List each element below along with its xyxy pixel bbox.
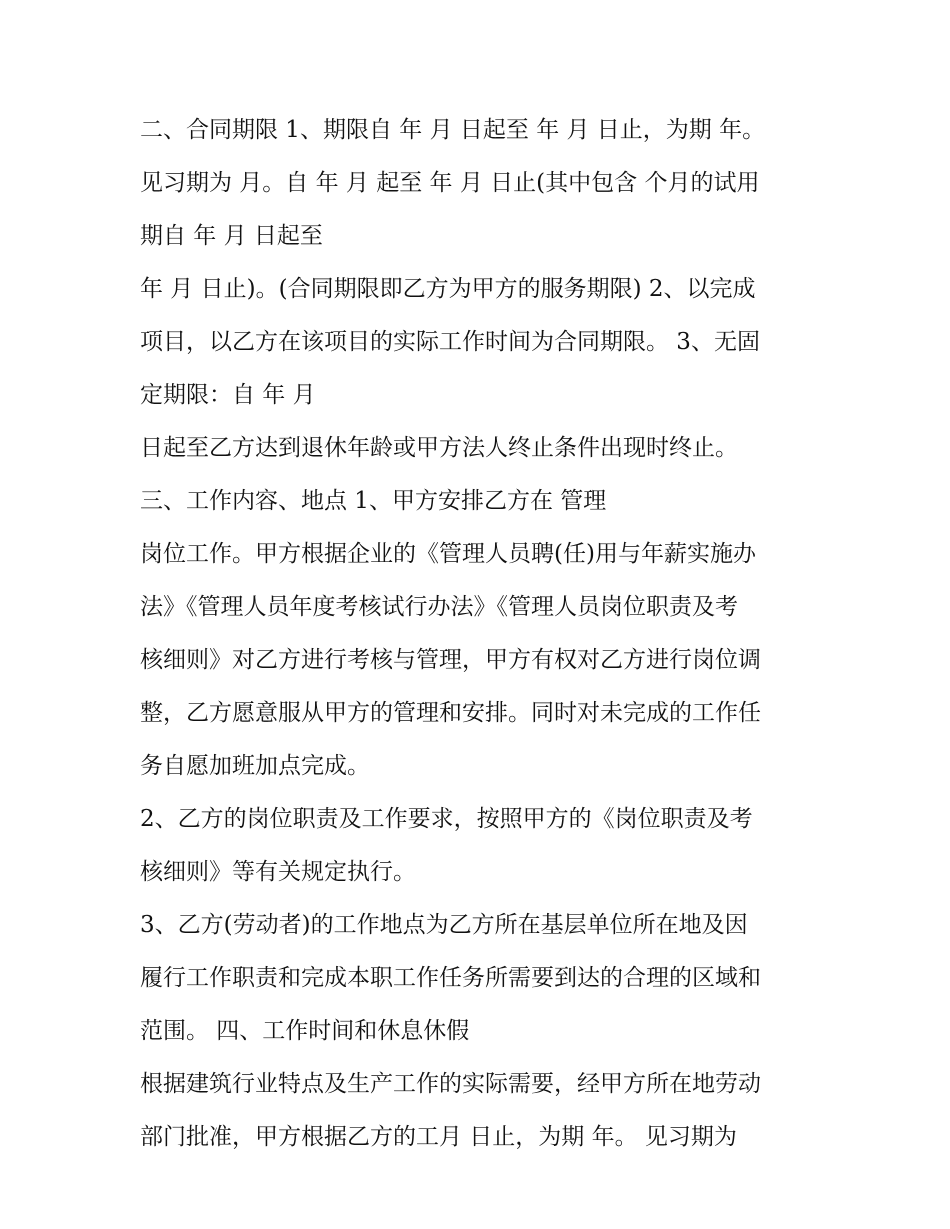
text-line: 期自 年 月 日起至 xyxy=(140,223,323,249)
text-line: 岗位工作。甲方根据企业的《管理人员聘(任)用与年薪实施办 xyxy=(140,541,756,567)
text-line: 二、合同期限 1、期限自 年 月 日起至 年 月 日止，为期 年。 xyxy=(140,117,766,143)
text-line: 根据建筑行业特点及生产工作的实际需要，经甲方所在地劳动 xyxy=(140,1071,761,1097)
text-line: 见习期为 月。自 年 月 起至 年 月 日止(其中包含 个月的试用 xyxy=(140,170,760,196)
text-line: 履行工作职责和完成本职工作任务所需要到达的合理的区域和 xyxy=(140,965,761,991)
text-line: 法》《管理人员年度考核试行办法》《管理人员岗位职责及考 xyxy=(140,594,738,620)
text-line: 务自愿加班加点完成。 xyxy=(140,753,370,779)
text-line: 整，乙方愿意服从甲方的管理和安排。同时对未完成的工作任 xyxy=(140,700,761,726)
text-line: 2、乙方的岗位职责及工作要求，按照甲方的《岗位职责及考 xyxy=(140,806,753,832)
contract-text xyxy=(140,104,830,1164)
text-line: 部门批准，甲方根据乙方的工月 日止，为期 年。 见习期为 xyxy=(140,1124,737,1150)
text-line: 定期限：自 年 月 xyxy=(140,382,316,408)
text-line: 核细则》对乙方进行考核与管理，甲方有权对乙方进行岗位调 xyxy=(140,647,761,673)
text-line: 3、乙方(劳动者)的工作地点为乙方所在基层单位所在地及因 xyxy=(140,912,748,938)
text-line: 日起至乙方达到退休年龄或甲方法人终止条件出现时终止。 xyxy=(140,435,738,461)
text-line: 项目，以乙方在该项目的实际工作时间为合同期限。 3、无固 xyxy=(140,329,760,355)
text-line: 三、工作内容、地点 1、甲方安排乙方在 管理 xyxy=(140,488,607,514)
text-line: 范围。 四、工作时间和休息休假 xyxy=(140,1018,470,1044)
text-line: 核细则》等有关规定执行。 xyxy=(140,859,416,885)
text-line: 年 月 日止)。(合同期限即乙方为甲方的服务期限) 2、以完成 xyxy=(140,276,756,302)
